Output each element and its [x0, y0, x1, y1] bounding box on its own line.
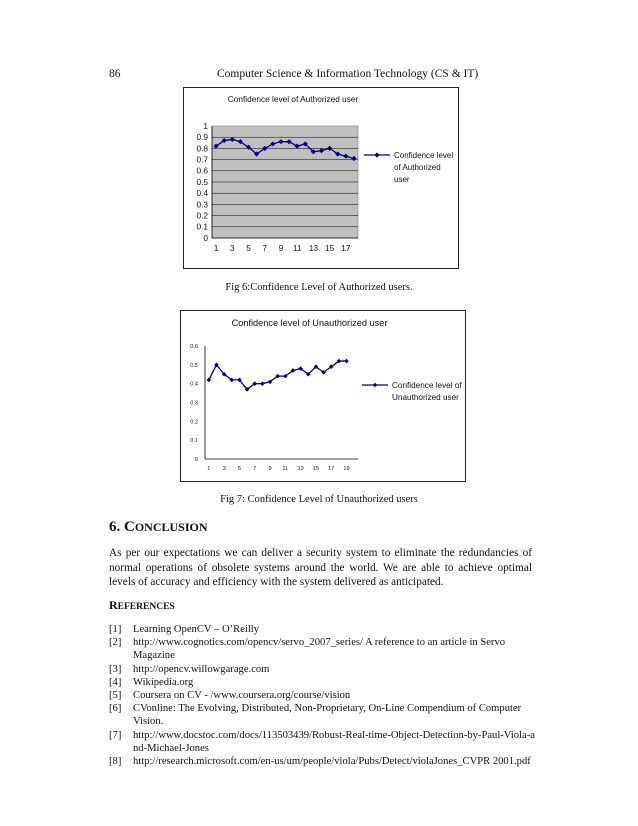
figure-6-chart [183, 87, 459, 269]
references-heading-rest: EFERENCES [117, 602, 175, 612]
x-tick-label: 1 [207, 466, 211, 472]
page-number: 86 [109, 68, 121, 80]
reference-number: [1] [109, 624, 122, 635]
reference-text: CVonline: The Evolving, Distributed, Non-Proprietary, On-Line Compendium of Computer Vision. [133, 703, 522, 728]
x-tick-label: 3 [222, 466, 226, 472]
y-tick-label: 0.5 [190, 362, 198, 369]
y-tick-label: 0.9 [196, 132, 208, 143]
legend-marker [374, 152, 379, 157]
figure-6-caption: Fig 6:Confidence Level of Authorized users. [225, 282, 413, 293]
y-tick-label: 0.4 [196, 188, 208, 199]
y-tick-label: 0 [194, 456, 198, 463]
conclusion-heading-rest: ONCLUSION [134, 520, 208, 534]
x-tick-label: 15 [324, 243, 335, 253]
y-tick-label: 0.1 [190, 438, 198, 445]
figure-7-chart [180, 310, 466, 482]
y-tick-label: 0.2 [190, 419, 198, 426]
x-tick-label: 9 [278, 243, 284, 253]
y-tick-label: 0.1 [196, 221, 208, 232]
x-tick-label: 13 [297, 466, 304, 472]
y-tick-label: 0.4 [190, 381, 198, 388]
x-tick-label: 13 [308, 243, 319, 253]
legend-marker [373, 383, 378, 388]
x-tick-label: 5 [237, 466, 241, 472]
reference-number: [8] [109, 756, 122, 768]
authorized-line-chart [184, 88, 458, 268]
reference-text: http://opencv.willowgarage.com [133, 663, 270, 675]
figure-7-caption: Fig 7: Confidence Level of Unauthorized users [220, 494, 418, 505]
reference-text: Coursera on CV - /www.coursera.org/course/vision [133, 690, 351, 702]
x-tick-label: 5 [246, 243, 251, 253]
reference-text: http://www.cognotics.com/opencv/servo_2007_series/ A reference to an article in Servo Magazine [133, 637, 506, 662]
y-tick-label: 0.2 [196, 210, 208, 221]
x-tick-label: 17 [328, 466, 335, 472]
x-tick-label: 9 [268, 466, 272, 472]
reference-number: [5] [109, 690, 122, 702]
conclusion-heading-number: 6. C [109, 519, 135, 535]
x-tick-label: 17 [341, 243, 351, 253]
reference-item [109, 636, 539, 662]
reference-text: Learning OpenCV – O’Reilly [133, 624, 260, 635]
chart-title: Confidence level of Unauthorized user [231, 318, 388, 328]
reference-number: [6] [109, 703, 122, 715]
reference-number: [4] [109, 676, 122, 688]
reference-text: http://research.microsoft.com/en-us/um/people/viola/Pubs/Detect/violaJones_CVPR 2001.pdf [133, 756, 531, 768]
y-tick-label: 0 [203, 232, 208, 243]
y-tick-label: 0.6 [196, 165, 208, 176]
x-tick-label: 15 [312, 466, 320, 472]
unauthorized-line-chart [181, 311, 465, 481]
reference-number: [2] [109, 637, 122, 649]
legend-label: Confidence level [394, 151, 454, 160]
y-tick-label: 0.5 [196, 176, 208, 187]
y-tick-label: 1 [203, 120, 208, 131]
x-tick-label: 3 [229, 243, 235, 253]
y-tick-label: 0.7 [196, 154, 208, 165]
x-tick-label: 11 [292, 243, 302, 253]
y-tick-label: 0.3 [196, 199, 208, 210]
reference-list [109, 623, 539, 768]
reference-text: http://www.docstoc.com/docs/113503439/Robust-Real-time-Object-Detection-by-Paul-Viola-and-Michael-Jones [133, 729, 535, 754]
reference-number: [3] [109, 663, 122, 675]
x-tick-label: 11 [282, 466, 289, 472]
reference-item [109, 729, 539, 755]
references-heading-first: R [109, 598, 118, 612]
reference-item [109, 689, 539, 702]
chart-title: Confidence level of Authorized user [227, 94, 359, 104]
legend-label: of Authorized [394, 163, 441, 172]
conclusion-paragraph: As per our expectations we can deliver a security system to eliminate the redundancies of normal operations of obsolete systems around the world. We are able to achieve optimal levels of accuracy and efficiency with the system delivered as anticipated. [109, 547, 532, 589]
reference-item [109, 663, 539, 676]
references-heading [109, 598, 175, 613]
plot-area [205, 346, 358, 459]
x-tick-label: 7 [262, 243, 268, 253]
reference-item [109, 623, 539, 636]
y-tick-label: 0.8 [196, 143, 208, 154]
legend-label: Confidence level of [392, 381, 462, 390]
reference-number: [7] [109, 729, 122, 741]
x-tick-label: 1 [213, 243, 219, 253]
reference-text: Wikipedia.org [133, 676, 194, 688]
journal-header: Computer Science & Information Technology (CS & IT) [217, 68, 479, 80]
y-tick-label: 0.6 [190, 343, 198, 350]
reference-item [109, 676, 539, 689]
conclusion-heading [109, 519, 208, 536]
legend-label: user [394, 175, 410, 184]
reference-item [109, 755, 539, 768]
x-tick-label: 19 [343, 466, 350, 472]
reference-item [109, 702, 539, 728]
y-tick-label: 0.3 [190, 400, 198, 407]
legend-label: Unauthorized user [392, 393, 459, 402]
x-tick-label: 7 [253, 466, 257, 472]
